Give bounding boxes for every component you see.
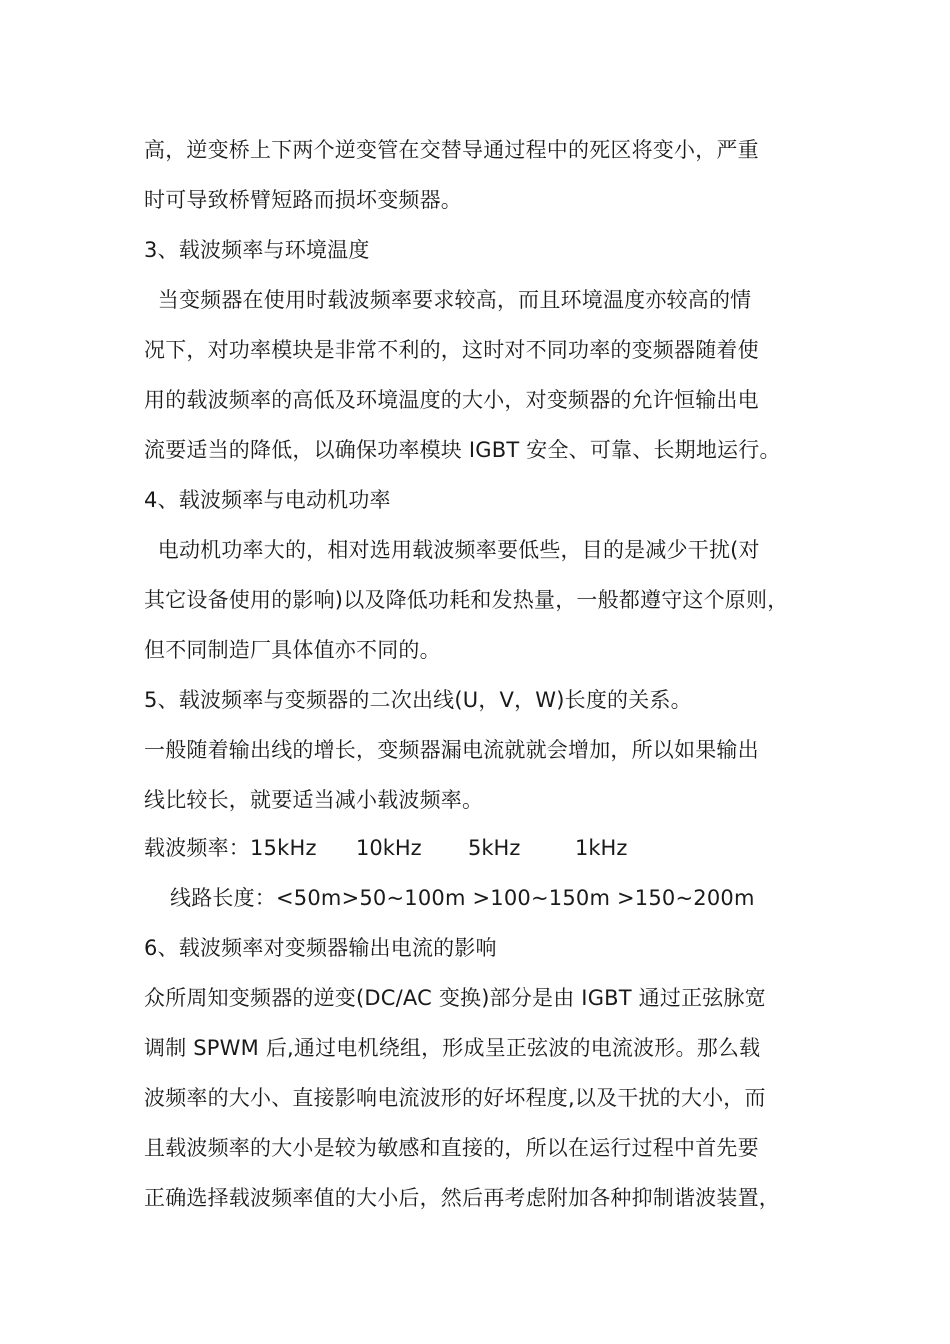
paragraph-line: 众所周知变频器的逆变(DC/AC 变换)部分是由 IGBT 通过正弦脉宽 — [144, 986, 766, 1010]
paragraph-line: 线比较长，就要适当减小载波频率。 — [144, 788, 484, 812]
paragraph-line: 一般随着输出线的增长，变频器漏电流就就会增加，所以如果输出 — [144, 738, 759, 762]
carrier-frequency-value: 1kHz — [575, 836, 628, 860]
section-heading: 6、载波频率对变频器输出电流的影响 — [144, 936, 497, 960]
paragraph-line: 且载波频率的大小是较为敏感和直接的，所以在运行过程中首先要 — [144, 1136, 759, 1160]
paragraph-line: 用的载波频率的高低及环境温度的大小，对变频器的允许恒输出电 — [144, 388, 759, 412]
section-heading: 3、载波频率与环境温度 — [144, 238, 370, 262]
paragraph-line: 其它设备使用的影响)以及降低功耗和发热量，一般都遵守这个原则， — [144, 588, 789, 612]
section-heading: 5、载波频率与变频器的二次出线(U，V，W)长度的关系。 — [144, 688, 692, 712]
paragraph-line: 但不同制造厂具体值亦不同的。 — [144, 638, 441, 662]
carrier-frequency-value: 5kHz — [468, 836, 521, 860]
paragraph-line: 流要适当的降低，以确保功率模块 IGBT 安全、可靠、长期地运行。 — [144, 438, 781, 462]
paragraph-line: 况下，对功率模块是非常不利的，这时对不同功率的变频器随着使 — [144, 338, 759, 362]
paragraph-line: 高，逆变桥上下两个逆变管在交替导通过程中的死区将变小，严重 — [144, 138, 759, 162]
paragraph-line: 电动机功率大的，相对选用载波频率要低些，目的是减少干扰(对 — [144, 538, 760, 562]
paragraph-line: 波频率的大小、直接影响电流波形的好坏程度,以及干扰的大小，而 — [144, 1086, 766, 1110]
section-heading: 4、载波频率与电动机功率 — [144, 488, 391, 512]
paragraph-line: 当变频器在使用时载波频率要求较高，而且环境温度亦较高的情 — [144, 288, 752, 312]
line-length-row: 线路长度：<50m>50~100m >100~150m >150~200m — [170, 886, 755, 910]
carrier-frequency-row — [144, 834, 317, 862]
paragraph-line: 时可导致桥臂短路而损坏变频器。 — [144, 188, 462, 212]
paragraph-line: 正确选择载波频率值的大小后，然后再考虑附加各种抑制谐波装置， — [144, 1186, 780, 1210]
paragraph-line: 调制 SPWM 后,通过电机绕组，形成呈正弦波的电流波形。那么载 — [144, 1036, 761, 1060]
carrier-frequency-label: 载波频率：15kHz — [144, 836, 317, 860]
carrier-frequency-value: 10kHz — [356, 836, 422, 860]
